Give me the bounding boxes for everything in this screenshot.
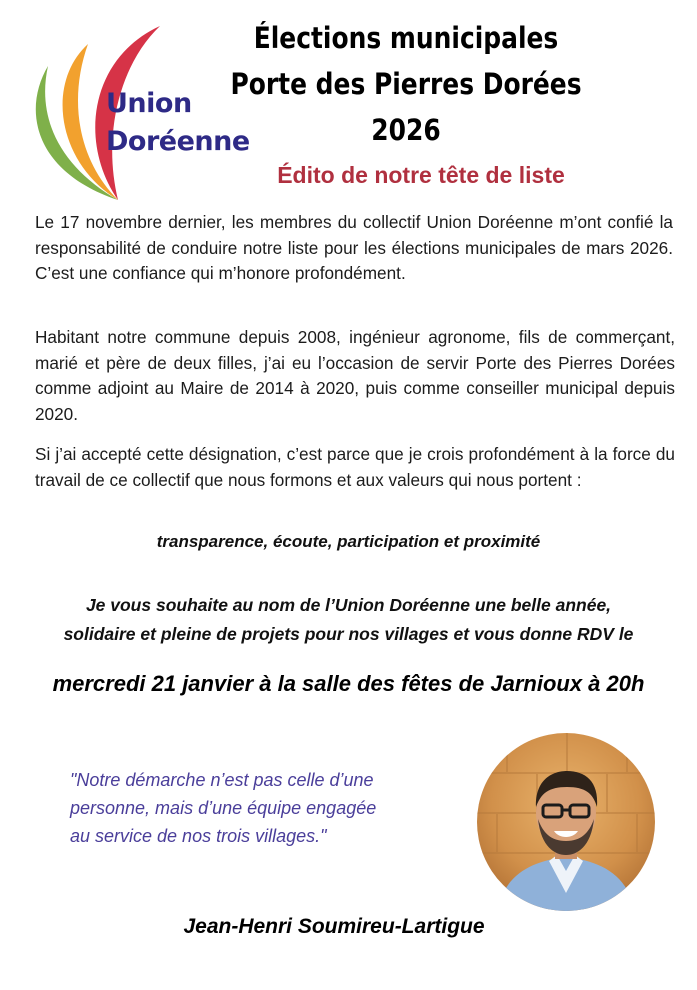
page-title-line-1: Élections municipales	[253, 21, 559, 55]
paragraph-intro: Le 17 novembre dernier, les membres du collectif Union Doréenne m’ont confié la responsabilité de conduire notre liste pour les élections municipales de mars 2026. C’est une confiance qui m’honore profondément.	[35, 212, 673, 283]
quote-line-1: "Notre démarche n’est pas celle d’une	[70, 770, 374, 790]
page-title-line-2: Porte des Pierres Dorées	[230, 67, 582, 101]
wish-line-1: Je vous souhaite au nom de l’Union Doréenne une belle année,	[85, 595, 612, 615]
new-year-wish	[0, 591, 697, 649]
quote-line-3: au service de nos trois villages."	[70, 826, 327, 846]
editorial-subtitle: Édito de notre tête de liste	[277, 162, 565, 188]
logo-word-doreenne: Doréenne	[106, 126, 250, 157]
paragraph-biography: Habitant notre commune depuis 2008, ingénieur agronome, fils de commerçant, marié et père de deux filles, j’ai eu l’occasion de servir Porte des Pierres Dorées comme adjoint au Maire de 2014 à 2020, puis comme conseiller municipal depuis 2020.	[35, 327, 675, 424]
page-title-year: 2026	[371, 113, 441, 147]
meeting-announcement: mercredi 21 janvier à la salle des fêtes de Jarnioux à 20h	[52, 671, 645, 696]
wish-line-2: solidaire et pleine de projets pour nos villages et vous donne RDV le	[63, 624, 634, 644]
candidate-quote	[70, 766, 450, 850]
paragraph-motivation: Si j’ai accepté cette désignation, c’est parce que je crois profondément à la force du travail de ce collectif que nous formons et aux valeurs qui nous portent :	[35, 444, 675, 490]
quote-line-2: personne, mais d’une équipe engagée	[70, 798, 377, 818]
candidate-portrait	[477, 733, 655, 911]
logo-word-union: Union	[106, 88, 192, 119]
portrait-illustration	[477, 733, 655, 911]
union-doreenne-logo	[22, 22, 250, 202]
values-line: transparence, écoute, participation et proximité	[156, 532, 541, 551]
candidate-signature-name: Jean-Henri Soumireu-Lartigue	[183, 915, 485, 938]
